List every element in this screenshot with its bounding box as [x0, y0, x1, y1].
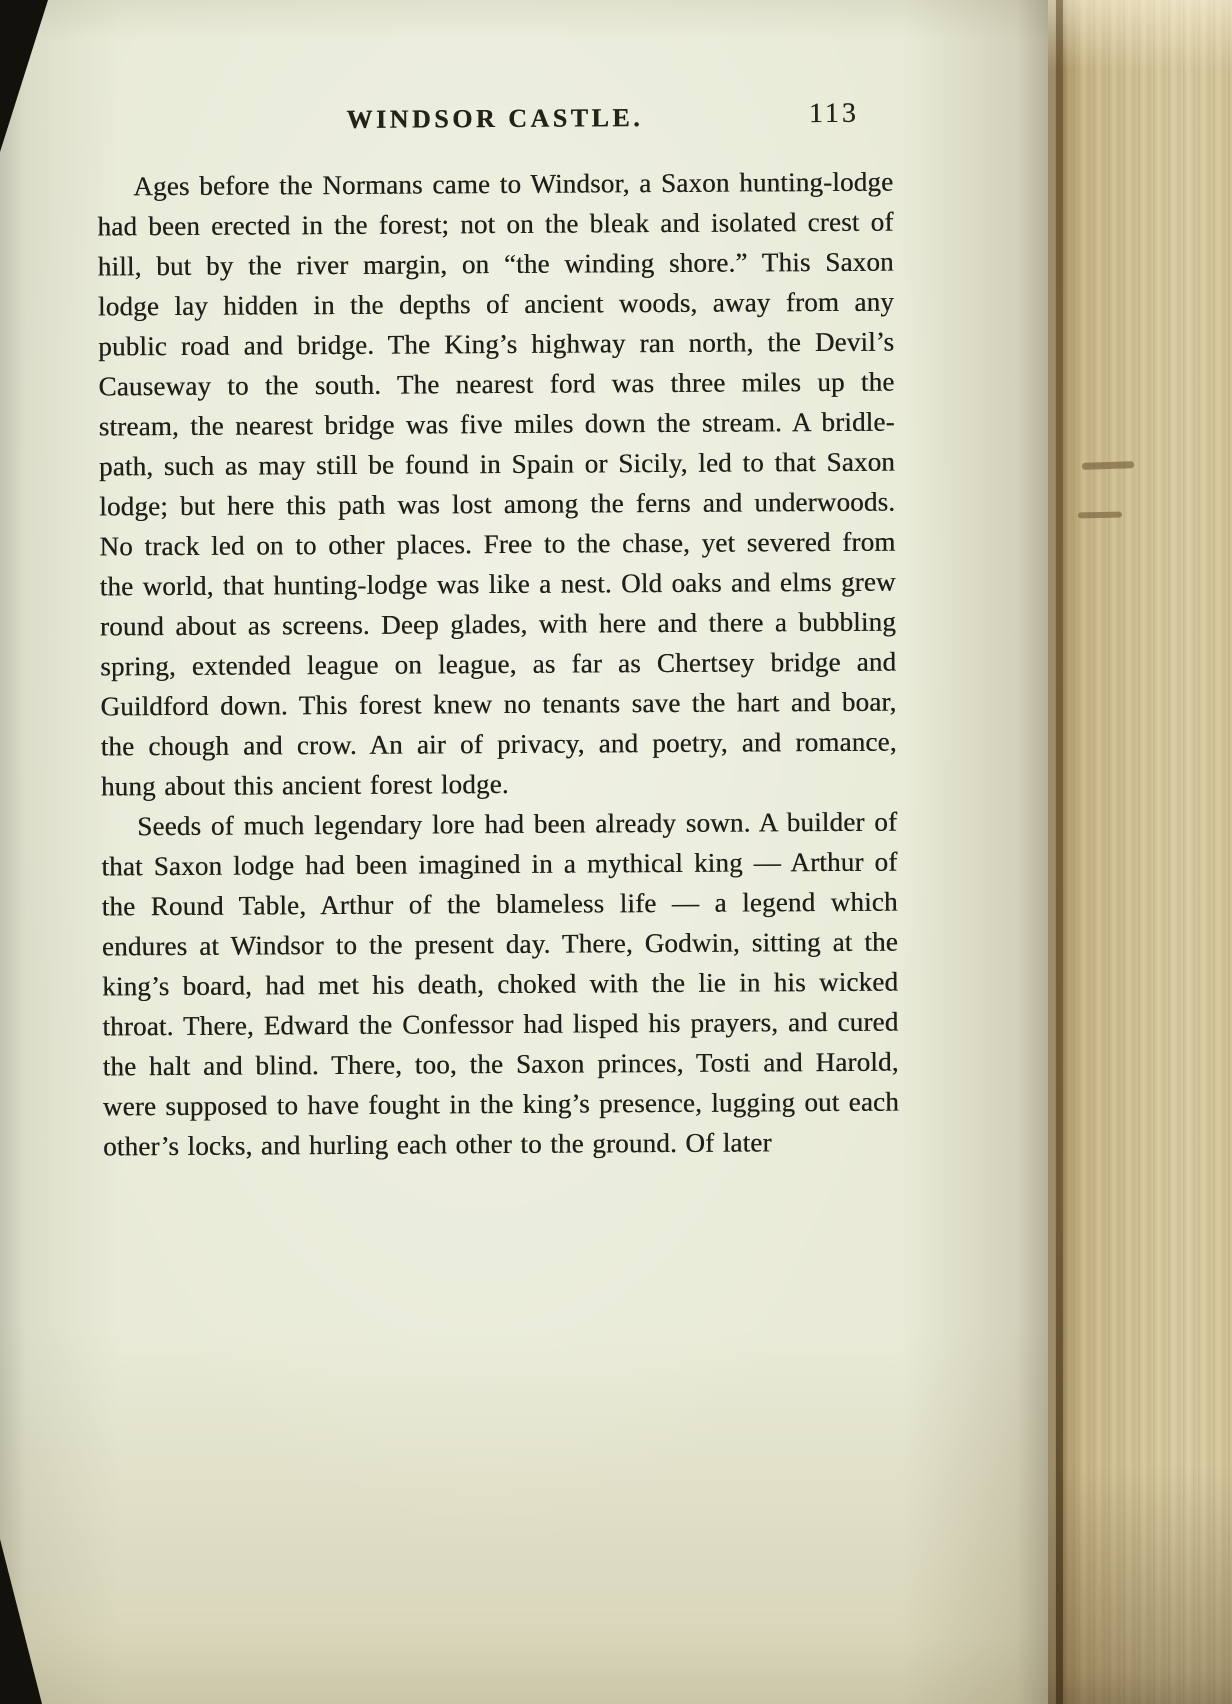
page-number: 113 — [808, 97, 859, 130]
scan-shadow-bottom-left-corner — [0, 1539, 42, 1704]
page-content — [97, 97, 899, 1167]
scan-shadow-top-left-corner — [0, 0, 48, 152]
page-header — [97, 97, 893, 151]
edge-scuff-mark — [1078, 512, 1122, 519]
paragraph-legendary-lore: Seeds of much legendary lore had been already sown. A builder of that Saxon lodge had been imagined in a mythical king — Arthur of the Round Table, Arthur of the blameless life — a legend which endures at Windsor to the present day. There, Godwin, sitting at the king’s board, had met his death, choked with the lie in his wicked throat. There, Edward the Confessor had lisped his prayers, and cured the halt and blind. There, too, the Saxon princes, Tosti and Harold, were supposed to have fought in the king’s presence, lugging out each other’s locks, and hurling each other to the ground. Of later — [101, 806, 899, 1162]
book-fore-edge — [1048, 0, 1232, 1704]
running-title: WINDSOR CASTLE. — [346, 103, 644, 134]
page-edge-gutter-line — [1056, 0, 1063, 1704]
edge-scuff-mark — [1082, 461, 1134, 470]
paragraph-saxon-lodge: Ages before the Normans came to Windsor, a Saxon hunting-lodge had been erected in the forest; not on the bleak and isolated crest of hill, but by the river margin, on “the winding shore.” This Saxon lodge lay hidden in the depths of ancient woods, away from any public road and bridge. The King’s highway ran north, the Devil’s Causeway to the south. The nearest ford was three miles up the stream, the nearest bridge was five miles down the stream. A bridle-path, such as may still be found in Spain or Sicily, led to that Saxon lodge; but here this path was lost among the ferns and underwoods. No track led on to other places. Free to the chase, yet severed from the world, that hunting-lodge was like a nest. Old oaks and elms grew round about as screens. Deep glades, with here and there a bubbling spring, extended league on league, as far as Chertsey bridge and Guildford down. This forest knew no tenants save the hart and boar, the chough and crow. An air of privacy, and poetry, and romance, hung about this ancient forest lodge. — [97, 166, 897, 802]
